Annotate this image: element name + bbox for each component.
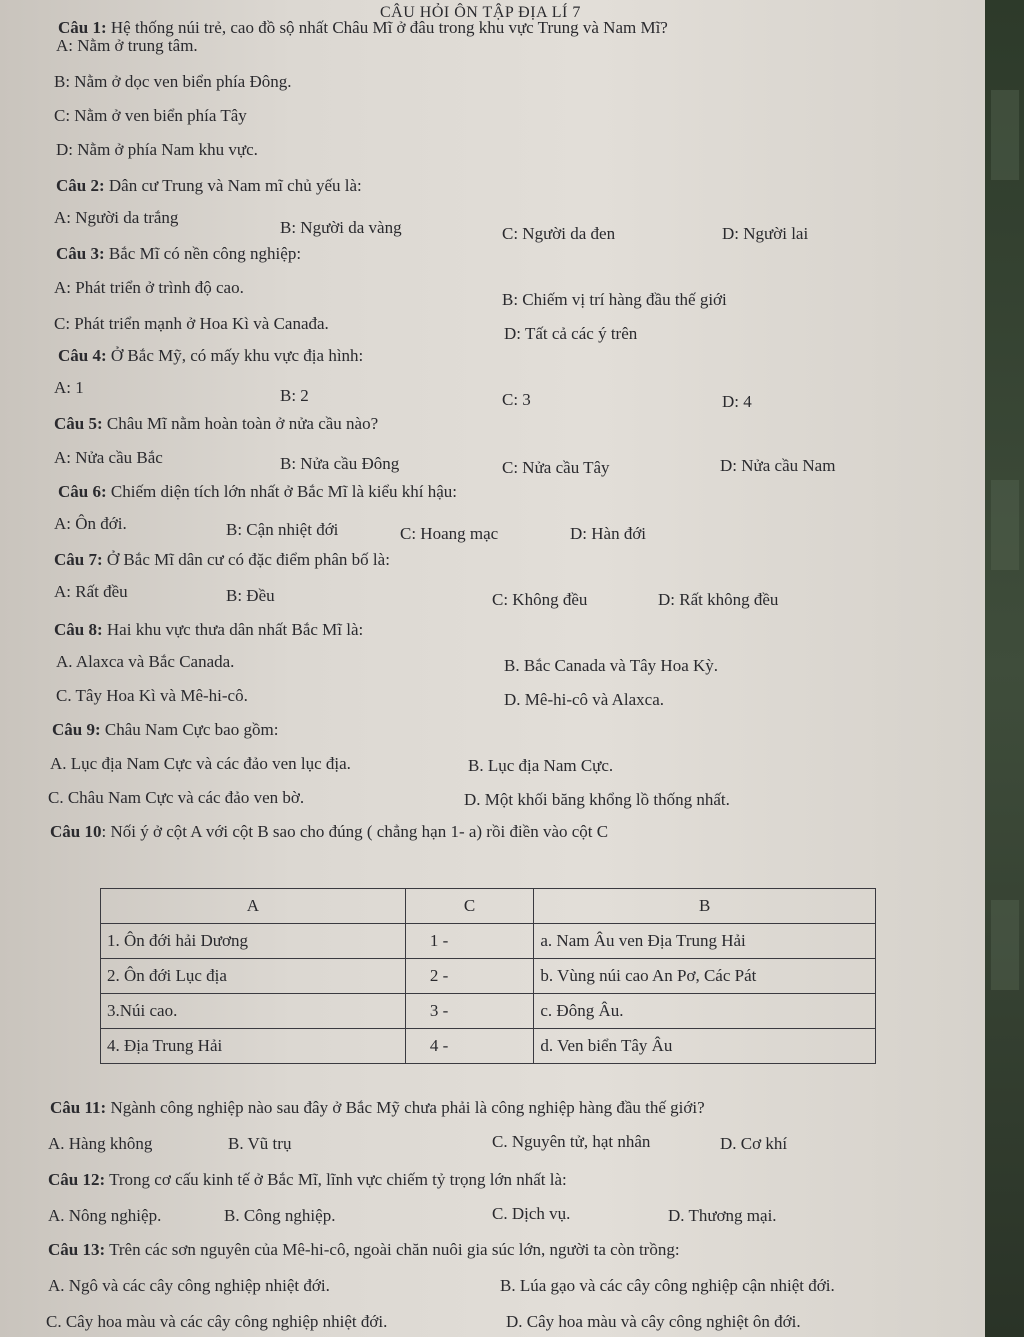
question-label: Câu 10 [50,822,102,841]
q11-option-c: C. Nguyên tử, hạt nhân [492,1132,651,1151]
cell-c: 3 - [405,994,534,1029]
question-6 [58,482,457,502]
question-text: Hai khu vực thưa dân nhất Bắc Mĩ là: [106,620,364,639]
question-label: Câu 12: [48,1170,106,1189]
background-tile [991,480,1019,570]
question-text: Chiếm diện tích lớn nhất ở Bắc Mĩ là kiểu khí hậu: [110,482,458,501]
question-10 [50,822,608,842]
table-header-row [101,889,876,924]
question-text: Ngành công nghiệp nào sau đây ở Bắc Mỹ chưa phải là công nghiệp hàng đầu thế giới? [110,1098,705,1117]
header-col-b: B [534,889,876,924]
cell-b: c. Đông Âu. [534,994,876,1029]
cell-c: 4 - [405,1029,534,1064]
background-tile [991,900,1019,990]
question-text: Ở Bắc Mỹ, có mấy khu vực địa hình: [110,346,364,365]
question-label: Câu 9: [52,720,101,739]
q2-option-c: C: Người da đen [502,224,616,243]
q1-option-b: B: Nằm ở dọc ven biển phía Đông. [54,72,292,91]
background-edge [985,0,1024,1337]
q3-option-b: B: Chiếm vị trí hàng đầu thế giới [502,290,727,309]
q11-option-b: B. Vũ trụ [228,1134,292,1153]
q12-option-b: B. Công nghiệp. [224,1206,336,1225]
q7-option-c: C: Không đều [492,590,588,609]
cell-b: d. Ven biển Tây Âu [534,1029,876,1064]
question-text: Châu Nam Cực bao gồm: [104,720,279,739]
table-row [101,1029,876,1064]
q9-option-a: A. Lục địa Nam Cực và các đảo ven lục địa. [50,754,351,773]
q5-option-d: D: Nửa cầu Nam [720,456,836,475]
question-text: Hệ thống núi trẻ, cao đồ sộ nhất Châu Mĩ ở đâu trong khu vực Trung và Nam Mĩ? [110,18,668,37]
question-8 [54,620,363,640]
question-label: Câu 3: [56,244,105,263]
q13-option-c: C. Cây hoa màu và các cây công nghiệp nhiệt đới. [46,1312,388,1331]
question-text: : Nối ý ở cột A với cột B sao cho đúng ( chẳng hạn 1- a) rồi điền vào cột C [101,822,609,841]
question-5 [54,414,378,434]
question-label: Câu 13: [48,1240,106,1259]
cell-c: 2 - [405,959,534,994]
cell-a: 2. Ôn đới Lục địa [101,959,406,994]
q9-option-b: B. Lục địa Nam Cực. [468,756,614,775]
q6-option-d: D: Hàn đới [570,524,647,543]
header-col-a: A [101,889,406,924]
question-3 [56,244,301,264]
background-tile [991,90,1019,180]
question-label: Câu 1: [58,18,107,37]
question-7 [54,550,390,570]
q7-option-d: D: Rất không đều [658,590,779,609]
cell-c: 1 - [405,924,534,959]
q5-option-a: A: Nửa cầu Bắc [54,448,163,467]
cell-a: 1. Ôn đới hải Dương [101,924,406,959]
question-13 [48,1240,680,1260]
q8-option-d: D. Mê-hi-cô và Alaxca. [504,690,665,709]
question-label: Câu 6: [58,482,107,501]
q8-option-b: B. Bắc Canada và Tây Hoa Kỳ. [504,656,719,675]
q4-option-c: C: 3 [502,390,531,409]
question-2 [56,176,362,196]
q5-option-b: B: Nửa cầu Đông [280,454,400,473]
table-row [101,994,876,1029]
q8-option-c: C. Tây Hoa Kì và Mê-hi-cô. [56,686,248,705]
question-11 [50,1098,705,1118]
q13-option-d: D. Cây hoa màu và cây công nghiệt ôn đới. [506,1312,801,1331]
q7-option-b: B: Đều [226,586,275,605]
question-text: Châu Mĩ nằm hoàn toàn ở nửa cầu nào? [106,414,379,433]
q9-option-d: D. Một khối băng khổng lồ thống nhất. [464,790,730,809]
matching-table [100,888,876,1064]
q12-option-c: C. Dịch vụ. [492,1204,571,1223]
question-1 [58,18,668,38]
q11-option-d: D. Cơ khí [720,1134,788,1153]
q4-option-b: B: 2 [280,386,309,405]
q9-option-c: C. Châu Nam Cực và các đảo ven bờ. [48,788,305,807]
cell-b: b. Vùng núi cao An Pơ, Các Pát [534,959,876,994]
question-label: Câu 8: [54,620,103,639]
table-row [101,959,876,994]
q13-option-b: B. Lúa gạo và các cây công nghiệp cận nhiệt đới. [500,1276,835,1295]
question-text: Bắc Mĩ có nền công nghiệp: [108,244,302,263]
table-row [101,924,876,959]
q2-option-a: A: Người da trắng [54,208,179,227]
question-text: Dân cư Trung và Nam mĩ chủ yếu là: [108,176,362,195]
q3-option-a: A: Phát triển ở trình độ cao. [54,278,244,297]
q3-option-d: D: Tất cả các ý trên [504,324,638,343]
question-text: Trên các sơn nguyên của Mê-hi-cô, ngoài chăn nuôi gia súc lớn, người ta còn trồng: [109,1240,680,1259]
q12-option-d: D. Thương mại. [668,1206,777,1225]
q12-option-a: A. Nông nghiệp. [48,1206,162,1225]
question-label: Câu 2: [56,176,105,195]
cell-b: a. Nam Âu ven Địa Trung Hải [534,924,876,959]
q8-option-a: A. Alaxca và Bắc Canada. [56,652,235,671]
q1-option-a: A: Nằm ở trung tâm. [56,36,198,55]
question-12 [48,1170,567,1190]
question-label: Câu 7: [54,550,103,569]
header-col-c: C [405,889,534,924]
cell-a: 4. Địa Trung Hải [101,1029,406,1064]
q4-option-d: D: 4 [722,392,752,411]
page-title: CÂU HỎI ÔN TẬP ĐỊA LÍ 7 [380,4,581,21]
q2-option-d: D: Người lai [722,224,809,243]
q13-option-a: A. Ngô và các cây công nghiệp nhiệt đới. [48,1276,330,1295]
q3-option-c: C: Phát triển mạnh ở Hoa Kì và Canađa. [54,314,329,333]
q2-option-b: B: Người da vàng [280,218,402,237]
q1-option-d: D: Nằm ở phía Nam khu vực. [56,140,258,159]
q7-option-a: A: Rất đều [54,582,128,601]
q6-option-b: B: Cận nhiệt đới [226,520,339,539]
q11-option-a: A. Hàng không [48,1134,153,1153]
question-text: Ở Bắc Mĩ dân cư có đặc điểm phân bố là: [106,550,390,569]
question-text: Trong cơ cấu kinh tế ở Bắc Mĩ, lĩnh vực chiếm tỷ trọng lớn nhất là: [109,1170,567,1189]
question-label: Câu 11: [50,1098,107,1117]
q4-option-a: A: 1 [54,378,84,397]
question-4 [58,346,363,366]
question-label: Câu 4: [58,346,107,365]
cell-a: 3.Núi cao. [101,994,406,1029]
q5-option-c: C: Nửa cầu Tây [502,458,610,477]
q1-option-c: C: Nằm ở ven biển phía Tây [54,106,247,125]
question-label: Câu 5: [54,414,103,433]
question-9 [52,720,278,740]
q6-option-c: C: Hoang mạc [400,524,499,543]
q6-option-a: A: Ôn đới. [54,514,127,533]
